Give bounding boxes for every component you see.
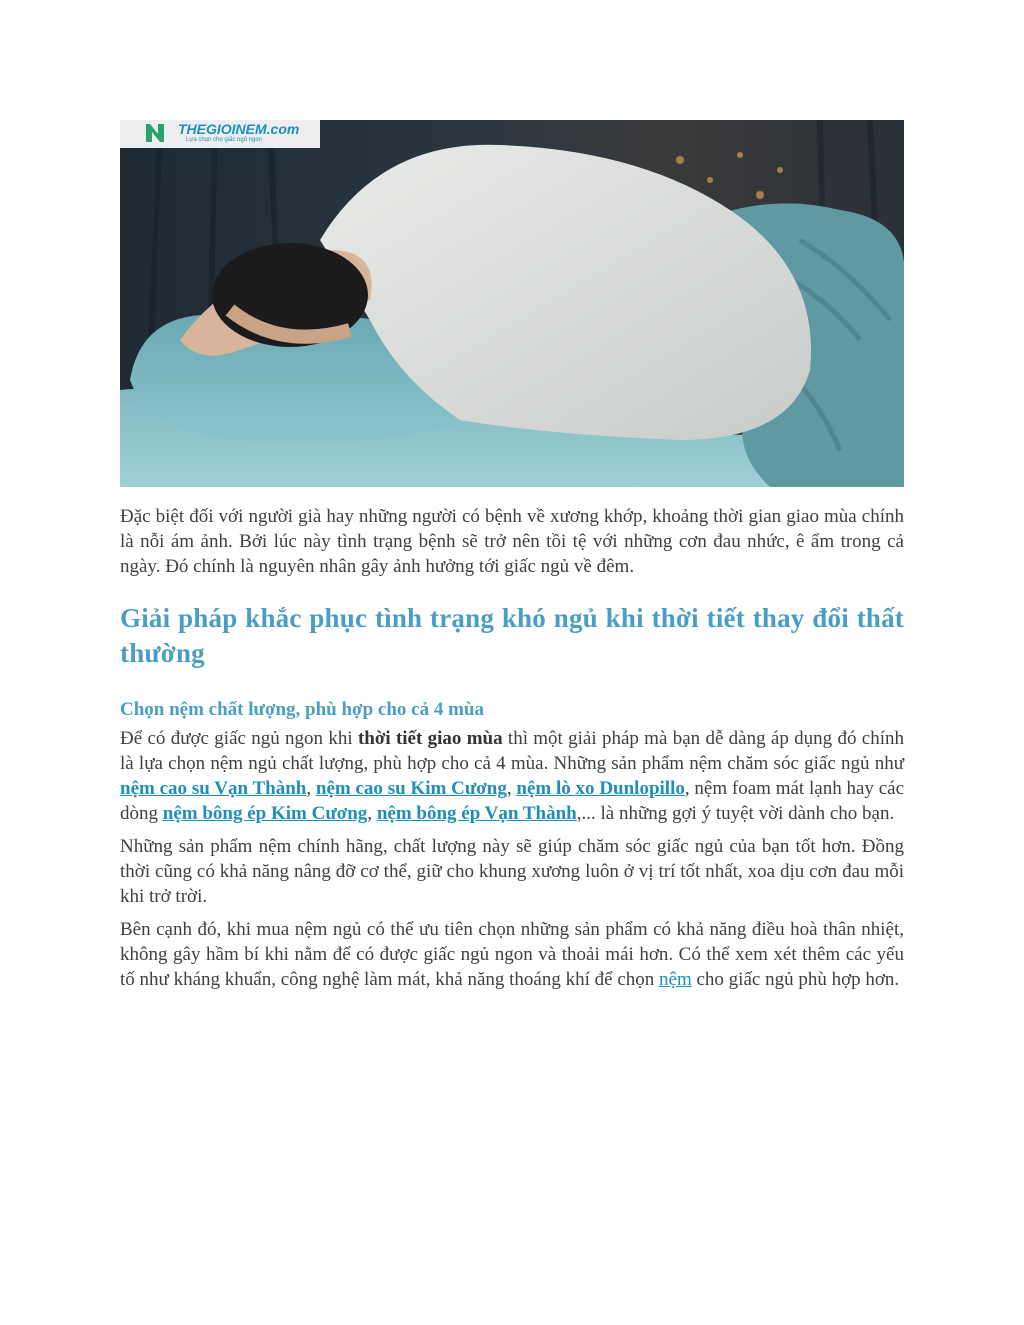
- link-nem[interactable]: nệm: [659, 969, 692, 990]
- link-nem-cao-su-kim-cuong[interactable]: nệm cao su Kim Cương: [315, 778, 507, 799]
- link-nem-bong-ep-kim-cuong[interactable]: nệm bông ép Kim Cương: [162, 803, 368, 824]
- sleeping-man-photo: [120, 120, 904, 487]
- hero-image: [120, 120, 904, 487]
- brand-logo-tagline: Lựa chọn cho giấc ngủ ngon: [186, 137, 263, 143]
- paragraph-temperature: Bên cạnh đó, khi mua nệm ngủ có thể ưu tiên chọn những sản phẩm có khả năng điều hoà thân nhiệt, không gây hầm bí khi nằm để có được giấc ngủ ngon và thoải mái hơn. Có thể xem xét thêm các yếu tố như kháng khuẩn, công nghệ làm mát, khả năng thoáng khí để chọn nệm cho giấc ngủ phù hợp hơn.: [120, 919, 904, 990]
- article-body: [120, 500, 904, 992]
- link-nem-cao-su-van-thanh[interactable]: nệm cao su Vạn Thành: [120, 778, 307, 799]
- section-heading: Giải pháp khắc phục tình trạng khó ngủ khi thời tiết thay đổi thất thường: [120, 603, 904, 668]
- link-nem-lo-xo-dunlopillo[interactable]: nệm lò xo Dunlopillo: [516, 778, 685, 799]
- paragraph-mattress-suggestions: Để có được giấc ngủ ngon khi thời tiết giao mùa thì một giải pháp mà bạn dễ dàng áp dụng đó chính là lựa chọn nệm ngủ chất lượng, phù hợp cho cả 4 mùa. Những sản phẩm nệm chăm sóc giấc ngủ như nệm cao su Vạn Thành, nệm cao su Kim Cương, nệm lò xo Dunlopillo, nệm foam mát lạnh hay các dòng nệm bông ép Kim Cương, nệm bông ép Vạn Thành,... là những gợi ý tuyệt vời dành cho bạn.: [120, 728, 905, 824]
- brand-logo: [120, 120, 320, 146]
- paragraph-quality: Những sản phẩm nệm chính hãng, chất lượng này sẽ giúp chăm sóc giấc ngủ của bạn tốt hơn. Đồng thời cũng có khả năng nâng đỡ cơ thể, giữ cho khung xương luôn ở vị trí tốt nhất, xoa dịu cơn đau mỗi khi trở trời.: [120, 836, 904, 907]
- brand-logo-text: THEGIOINEM.com: [178, 121, 300, 137]
- subsection-heading: Chọn nệm chất lượng, phù hợp cho cả 4 mùa: [120, 699, 484, 720]
- bold-phrase: thời tiết giao mùa: [357, 728, 503, 749]
- intro-paragraph: Đặc biệt đối với người già hay những người có bệnh về xương khớp, khoảng thời gian giao mùa chính là nỗi ám ảnh. Bởi lúc này tình trạng bệnh sẽ trở nên tồi tệ với những cơn đau nhức, ê ẩm trong cả ngày. Đó chính là nguyên nhân gây ảnh hưởng tới giấc ngủ về đêm.: [120, 506, 904, 577]
- link-nem-bong-ep-van-thanh[interactable]: nệm bông ép Vạn Thành: [376, 803, 577, 824]
